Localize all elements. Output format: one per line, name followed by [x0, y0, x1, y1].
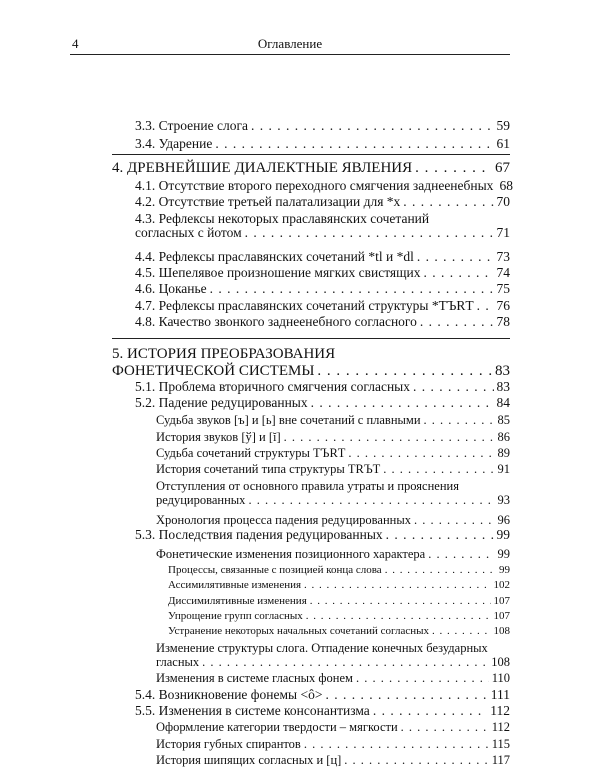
toc-entry-title: 4.3. Рефлексы некоторых праславянских сочетаний: [135, 211, 430, 226]
toc-entry-line: [168, 594, 510, 608]
leader-dots: [284, 430, 495, 444]
toc-entry-title: История губных спирантов: [156, 737, 301, 751]
toc-entry: [156, 671, 510, 685]
toc-entry-line: [135, 137, 510, 151]
toc-entry: [168, 578, 510, 592]
toc-entry-line: [112, 363, 510, 380]
leader-dots: [304, 578, 490, 592]
toc-entry-page: 102: [493, 579, 510, 591]
toc-entry-line: [168, 578, 510, 592]
toc-entry-page: 96: [497, 513, 510, 527]
toc-entry-line: [156, 671, 510, 685]
toc-entry-title: Процессы, связанные с позицией конца слова: [168, 564, 382, 576]
leader-dots: [317, 363, 492, 380]
toc-entry: [156, 547, 510, 561]
toc-entry: [135, 266, 510, 280]
toc-entry-title: 4.8. Качество звонкого заднеенебного согласного: [135, 314, 417, 329]
section-separator: [112, 338, 510, 339]
toc-entry-page: 61: [496, 136, 510, 151]
leader-dots: [356, 671, 489, 685]
toc-entry-page: 89: [497, 446, 510, 460]
toc-entry-line: [156, 753, 510, 767]
toc-entry-line: [168, 563, 510, 577]
toc-entry: [112, 346, 510, 380]
leader-dots: [414, 513, 495, 527]
toc-entry-line: [168, 624, 510, 638]
toc-entry-line: [135, 299, 510, 313]
leader-dots: [386, 528, 494, 542]
toc-entry-line: [135, 266, 510, 280]
toc-entry-title: История шипящих согласных и [ц]: [156, 753, 342, 767]
toc-entry-title: 5.4. Возникновение фонемы <ô>: [135, 687, 323, 702]
toc-entry-page: 112: [490, 703, 510, 718]
toc-entry: [156, 479, 510, 507]
toc-entry-page: 75: [496, 281, 510, 296]
toc-entry: [135, 688, 510, 702]
toc-entry-page: 115: [491, 737, 510, 751]
toc-entry-page: 86: [497, 430, 510, 444]
leader-dots: [348, 446, 494, 460]
leader-dots: [310, 594, 491, 608]
leader-dots: [210, 282, 494, 296]
leader-dots: [251, 119, 494, 133]
toc-entry: [156, 430, 510, 444]
toc-entry-line: [156, 462, 510, 476]
toc-entry-line: [135, 226, 510, 240]
toc-entry-page: 67: [495, 160, 510, 176]
toc-entry-page: 73: [496, 249, 510, 264]
toc-entry-line: [156, 413, 510, 427]
toc-entry-title: Оформление категории твердости – мягкости: [156, 720, 398, 734]
toc-entry: [156, 753, 510, 767]
leader-dots: [248, 493, 494, 507]
toc-entry-title: 5.1. Проблема вторичного смягчения согласных: [135, 379, 410, 394]
toc-entry: [135, 212, 510, 240]
toc-entry-page: 99: [496, 527, 510, 542]
toc-entry: [156, 641, 510, 669]
toc-entry-title: 3.4. Ударение: [135, 136, 213, 151]
toc-entry-title: 5.5. Изменения в системе консонантизма: [135, 703, 370, 718]
toc-entry-page: 84: [496, 395, 510, 410]
toc-entry: [135, 250, 510, 264]
toc-entry-page: 76: [496, 298, 510, 313]
leader-dots: [215, 137, 493, 151]
toc-entry-title-continued: гласных: [156, 655, 200, 669]
toc-entry-title: История сочетаний типа структуры TRЪT: [156, 462, 381, 476]
leader-dots: [403, 195, 493, 209]
toc-entry-line: [156, 655, 510, 669]
leader-dots: [306, 609, 491, 623]
toc-entry: [135, 704, 510, 718]
toc-entry-line: [156, 493, 510, 507]
toc-entry-title: 4.4. Рефлексы праславянских сочетаний *tl и *dl: [135, 249, 414, 264]
toc-entry-page: 78: [496, 314, 510, 329]
toc-entry-line: [156, 737, 510, 751]
toc-entry-title: Отступления от основного правила утраты и прояснения: [156, 479, 459, 493]
leader-dots: [428, 547, 494, 561]
toc-entry-title: 4.7. Рефлексы праславянских сочетаний структуры *ТЪRТ: [135, 298, 474, 313]
toc-entry: [168, 609, 510, 623]
toc-entry-page: 108: [491, 655, 510, 669]
leader-dots: [383, 462, 494, 476]
toc-entry-title: 4.1. Отсутствие второго переходного смягчения заднеенебных: [135, 178, 494, 193]
leader-dots: [477, 299, 494, 313]
toc-entry-line: [112, 161, 510, 175]
toc-entry: [168, 594, 510, 608]
toc-entry: [156, 737, 510, 751]
leader-dots: [424, 266, 494, 280]
toc-entry-page: 99: [499, 564, 510, 576]
page-number: 4: [72, 36, 79, 51]
toc-entry-page: 112: [491, 720, 510, 734]
toc-entry-page: 74: [496, 265, 510, 280]
leader-dots: [385, 563, 496, 577]
toc-entry-page: 83: [496, 379, 510, 394]
toc-entry-page: 107: [493, 595, 510, 607]
toc-entry-page: 85: [497, 413, 510, 427]
toc-entry-line: [156, 446, 510, 460]
toc-entry-page: 70: [496, 194, 510, 209]
toc-entry-line: [135, 528, 510, 542]
toc-entry-title: 4. ДРЕВНЕЙШИЕ ДИАЛЕКТНЫЕ ЯВЛЕНИЯ: [112, 160, 413, 176]
toc-entry-title: Ассимилятивные изменения: [168, 579, 302, 591]
toc-entry: [156, 413, 510, 427]
leader-dots: [245, 226, 494, 240]
toc-entry-title: Изменение структуры слога. Отпадение конечных безударных: [156, 641, 488, 655]
toc-entry-page: 83: [495, 363, 510, 379]
toc-entry: [135, 396, 510, 410]
section-separator: [112, 154, 510, 155]
leader-dots: [304, 737, 489, 751]
toc-entry-page: 68: [499, 178, 513, 193]
toc-entry-title: Хронология процесса падения редуцированных: [156, 513, 411, 527]
toc-entry-page: 91: [497, 462, 510, 476]
toc-entry-page: 110: [491, 671, 510, 685]
toc-entry: [156, 446, 510, 460]
toc-entry-page: 99: [497, 547, 510, 561]
toc-entry-title: 4.6. Цоканье: [135, 281, 207, 296]
toc-entry-page: 108: [493, 625, 510, 637]
toc-entry-line: [135, 315, 510, 329]
toc-entry-page: 111: [490, 687, 510, 702]
leader-dots: [413, 380, 494, 394]
toc-entry-title: 5. ИСТОРИЯ ПРЕОБРАЗОВАНИЯ: [112, 346, 336, 362]
toc-entry: [156, 720, 510, 734]
toc-entry-page: 59: [496, 118, 510, 133]
toc-entry: [135, 282, 510, 296]
toc-entry-title: Судьба сочетаний структуры ТЪRТ: [156, 446, 346, 460]
toc-entry-line: [135, 250, 510, 264]
toc-entry: [135, 299, 510, 313]
leader-dots: [202, 655, 488, 669]
toc-entry: [135, 137, 510, 151]
toc-entry-title-continued: ФОНЕТИЧЕСКОЙ СИСТЕМЫ: [112, 363, 315, 379]
toc-entry: [135, 380, 510, 394]
toc-entry-page: 71: [496, 225, 510, 240]
toc-entry-title: Судьба звуков [ъ] и [ь] вне сочетаний с плавными: [156, 413, 421, 427]
toc-entry: [156, 462, 510, 476]
leader-dots: [432, 624, 490, 638]
leader-dots: [415, 161, 492, 175]
toc-entry-line: [135, 282, 510, 296]
leader-dots: [311, 396, 494, 410]
toc-entry-line: [135, 704, 510, 718]
running-header: [70, 36, 510, 55]
toc-entry: [168, 563, 510, 577]
toc-entry: [168, 624, 510, 638]
toc-entry-line: [135, 380, 510, 394]
toc-entry-line: [135, 119, 510, 133]
toc-entry-title-continued: согласных с йотом: [135, 225, 242, 240]
leader-dots: [373, 704, 487, 718]
leader-dots: [344, 753, 488, 767]
toc-entry: [135, 178, 513, 193]
toc-entry-title: 5.2. Падение редуцированных: [135, 395, 308, 410]
toc-entry: [135, 119, 510, 133]
toc-entry-page: 117: [491, 753, 510, 767]
leader-dots: [424, 413, 495, 427]
toc-entry-line: [168, 609, 510, 623]
toc-entry-title: 4.5. Шепелявое произношение мягких свистящих: [135, 265, 421, 280]
toc-entry-title: Упрощение групп согласных: [168, 610, 303, 622]
toc-entry-line: [156, 513, 510, 527]
leader-dots: [401, 720, 489, 734]
toc-entry-line: [156, 547, 510, 561]
toc-entry-title: 4.2. Отсутствие третьей палатализации для *x: [135, 194, 401, 209]
running-title: Оглавление: [257, 36, 323, 51]
toc-entry-title: История звуков [ў] и [ĭ]: [156, 430, 281, 444]
toc-entry-title-continued: редуцированных: [156, 493, 246, 507]
toc-entry-page: 93: [497, 493, 510, 507]
leader-dots: [417, 250, 494, 264]
toc-entry-line: [135, 178, 513, 193]
toc-entry-title: 5.3. Последствия падения редуцированных: [135, 527, 383, 542]
toc-entry-line: [135, 396, 510, 410]
toc-entry: [112, 161, 510, 175]
toc-entry-title: Диссимилятивные изменения: [168, 595, 307, 607]
toc-entry-line: [135, 688, 510, 702]
leader-dots: [325, 688, 487, 702]
toc-entry-line: [156, 430, 510, 444]
toc-entry-page: 107: [493, 610, 510, 622]
toc-entry-line: [156, 720, 510, 734]
toc-entry: [135, 315, 510, 329]
leader-dots: [420, 315, 494, 329]
toc-entry-title: Устранение некоторых начальных сочетаний согласных: [168, 625, 430, 637]
toc-entry: [156, 513, 510, 527]
toc-entry-title: Фонетические изменения позиционного характера: [156, 547, 426, 561]
toc-entry-title: 3.3. Строение слога: [135, 118, 248, 133]
toc-entry-line: [135, 195, 510, 209]
toc-entry-title: Изменения в системе гласных фонем: [156, 671, 353, 685]
toc-entry: [135, 195, 510, 209]
toc-entry: [135, 528, 510, 542]
